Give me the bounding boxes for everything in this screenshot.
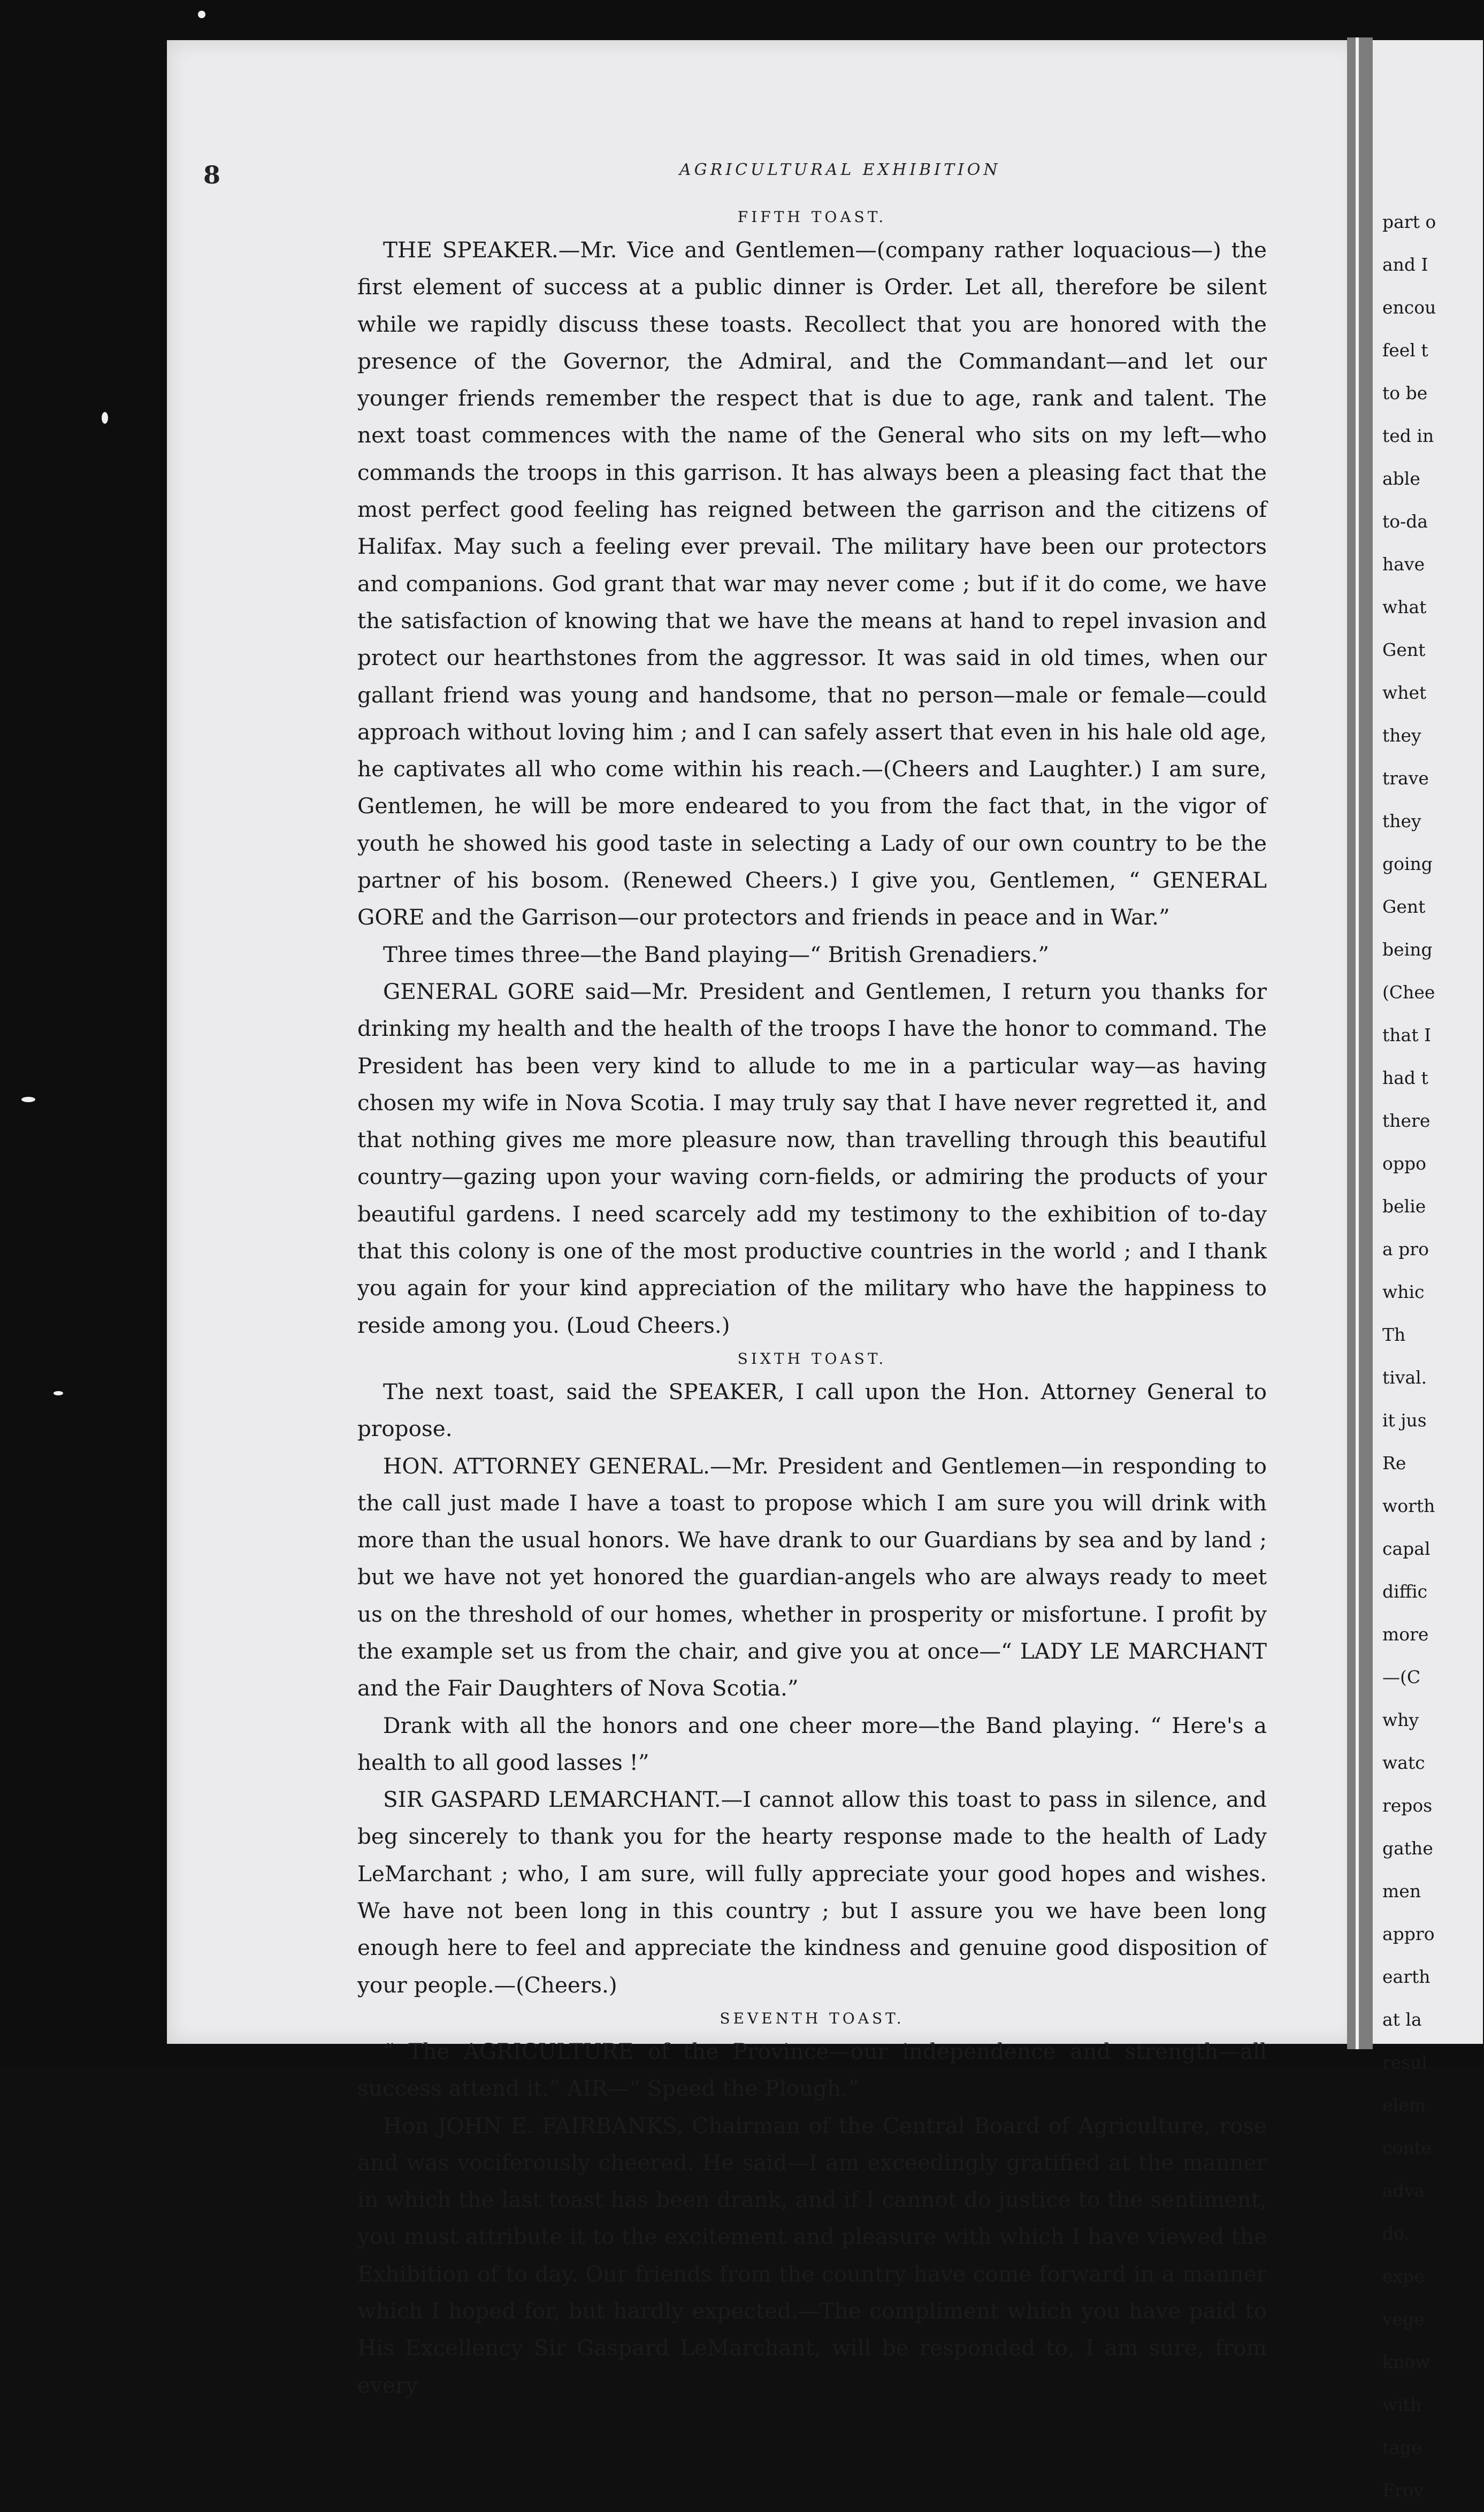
facing-page-line: do. [1382, 2223, 1410, 2244]
facing-page-line: worth [1382, 1495, 1435, 1516]
facing-page-line: watc [1382, 1752, 1425, 1773]
facing-page-line: being [1382, 939, 1433, 960]
facing-page [1373, 40, 1483, 2501]
paragraph: Three times three—the Band playing—“ British Grenadiers.” [383, 941, 1050, 967]
facing-page-line: (Chee [1382, 982, 1435, 1003]
facing-page-line: adva [1382, 2180, 1425, 2201]
toast-heading: SEVENTH TOAST. [720, 2009, 905, 2027]
facing-page-line: what [1382, 597, 1427, 617]
facing-page-line: earth [1382, 1966, 1431, 1987]
facing-page-line: at la [1382, 2009, 1422, 2030]
facing-page-line: tage [1382, 2437, 1422, 2458]
facing-page-line: ted in [1382, 425, 1434, 446]
sixth-toast-section [357, 1344, 1267, 2004]
facing-page-line: able [1382, 468, 1420, 489]
paragraph: THE SPEAKER.—Mr. Vice and Gentlemen—(company rather loquacious—) the first element of success at a public dinner is Order. Let all, therefore be silent while we rapidly discuss these toasts. Recollect that you are honored with the presence of the Governor, the Admiral, and the Commandant—and let our younger friends remember the respect that is due to age, rank and talent. The next toast commences with the name of the General who sits on my left—who commands the troops in this garrison. It has always been a pleasing fact that the most perfect good feeling has reigned between the garrison and the citizens of Halifax. May such a feeling ever prevail. The military have been our protectors and companions. God grant that war may never come ; but if it do come, we have the satisfaction of knowing that we have the means at hand to repel invasion and protect our hearthstones from the aggressor. It was said in old times, when our gallant friend was young and handsome, that no person—male or female—could approach without loving him ; and I can safely assert that even in his hale old age, he captivates all who come within his reach.—(Cheers and Laughter.) I am sure, Gentlemen, he will be more endeared to you from the fact that, in the vigor of youth he showed his good taste in selecting a Lady of our own country to be the partner of his bosom. (Renewed Cheers.) I give you, Gentlemen, “ GENERAL GORE and the Garrison—our protectors and friends in peace and in War.” [357, 237, 1267, 930]
book-gutter [1347, 37, 1373, 2049]
facing-page-line: oppo [1382, 1153, 1426, 1174]
facing-page-line: there [1382, 1110, 1431, 1131]
facing-page-line: encou [1382, 297, 1436, 318]
facing-page-line: elem [1382, 2095, 1426, 2116]
facing-page-line: resul [1382, 2052, 1428, 2073]
scan-speck [53, 1391, 63, 1395]
facing-page-line: trave [1382, 768, 1429, 789]
facing-page-line: expe [1382, 2266, 1425, 2287]
paragraph: SIR GASPARD LEMARCHANT.—I cannot allow this toast to pass in silence, and beg sincerely to thank you for the hearty response made to the health of Lady LeMarchant ; who, I am sure, will fully appreciate your good hopes and wishes. We have not been long in this country ; but I assure you we have been long enough here to feel and appreciate the kindness and genuine good disposition of your people.—(Cheers.) [357, 1786, 1267, 1998]
facing-page-line: Th [1382, 1324, 1406, 1345]
facing-page-line: part o [1382, 211, 1436, 232]
facing-page-line: had t [1382, 1067, 1428, 1088]
facing-page-line: and I [1382, 254, 1428, 275]
toast-heading: FIFTH TOAST. [737, 208, 887, 226]
facing-page-line: why [1382, 1709, 1419, 1730]
scan-speck [102, 412, 108, 424]
facing-page-line: repos [1382, 1795, 1433, 1816]
toast-heading: SIXTH TOAST. [737, 1349, 887, 1368]
facing-page-line: more [1382, 1624, 1429, 1645]
facing-page-line: with [1382, 2394, 1422, 2415]
facing-page-line: a pro [1382, 1239, 1429, 1259]
facing-page-line: it jus [1382, 1410, 1427, 1431]
facing-page-line: they [1382, 725, 1421, 746]
facing-page-line: going [1382, 853, 1433, 874]
facing-page-line: gathe [1382, 1838, 1433, 1859]
scan-speck [198, 11, 205, 18]
facing-page-line: conte [1382, 2137, 1432, 2158]
facing-page-line: have [1382, 554, 1425, 575]
paragraph: HON. ATTORNEY GENERAL.—Mr. President and Gentlemen—in responding to the call just made I have a toast to propose which I am sure you will drink with more than the usual honors. We have drank to our Guardians by sea and by land ; but we have not yet honored the guardian-angels who are always ready to meet us on the threshold of our homes, whether in prosperity or misfortune. I profit by the example set us from the chair, and give you at once—“ LADY LE MARCHANT and the Fair Daughters of Nova Scotia.” [357, 1453, 1267, 1701]
fifth-toast-section [357, 202, 1267, 1344]
facing-page-line: to be [1382, 383, 1428, 403]
paragraph: GENERAL GORE said—Mr. President and Gentlemen, I return you thanks for drinking my health and the health of the troops I have the honor to command. The President has been very kind to allude to me in a particular way—as having chosen my wife in Nova Scotia. I may truly say that I have never regretted it, and that nothing gives me more pleasure now, than travelling through this beautiful country—gazing upon your waving corn-fields, or admiring the products of your beautiful gardens. I need scarcely add my testimony to the exhibition of to-day that this colony is one of the most productive countries in the world ; and I thank you again for your kind appreciation of the military who have the happiness to reside among you. (Loud Cheers.) [357, 978, 1267, 1338]
scan-speck [21, 1097, 35, 1102]
gutter-highlight [1356, 37, 1359, 2049]
facing-page-line: whet [1382, 682, 1427, 703]
facing-page-line: they [1382, 811, 1421, 831]
page-body [357, 202, 1267, 2404]
facing-page-line: diffic [1382, 1581, 1428, 1602]
facing-page-line: belie [1382, 1196, 1426, 1217]
facing-page-line: capal [1382, 1538, 1431, 1559]
facing-page-line: whic [1382, 1281, 1425, 1302]
seventh-toast-section [357, 2004, 1267, 2404]
facing-page-line: Gent [1382, 896, 1426, 917]
facing-page-line: feel t [1382, 340, 1428, 361]
facing-page-line: that I [1382, 1025, 1431, 1045]
facing-page-line: Gent [1382, 639, 1426, 660]
facing-page-line: to-da [1382, 511, 1428, 532]
facing-page-line: —(C [1382, 1667, 1421, 1688]
facing-page-line: tival. [1382, 1367, 1427, 1388]
facing-page-line: Re [1382, 1453, 1406, 1473]
facing-page-line: appro [1382, 1923, 1435, 1944]
paragraph: The next toast, said the SPEAKER, I call upon the Hon. Attorney General to propose. [357, 1378, 1267, 1442]
paragraph: Drank with all the honors and one cheer more—the Band playing. “ Here's a health to all good lasses !” [357, 1712, 1267, 1775]
paragraph: “ The AGRICULTURE of the Province—our independence and strength—all success attend it.” AIR—“ Speed the Plough.” [357, 2038, 1267, 2102]
running-title: AGRICULTURAL EXHIBITION [679, 161, 1001, 179]
facing-page-line: know [1382, 2351, 1431, 2372]
paragraph: Hon JOHN E. FAIRBANKS, Chairman of the Central Board of Agriculture, rose and was vociferously cheered. He said—I am exceedingly gratified at the manner in which the last toast has been drank, and if I cannot do justice to the sentiment, you must attribute it to the excitement and pleasure with which I have viewed the Exhibition of to day. Our friends from the country have come forward in a manner which I hoped for, but hardly expected.—The compliment which you have paid to His Excellency Sir Gaspard LeMarchant, will be responded to, I am sure, from every [357, 2112, 1267, 2398]
facing-page-line: Frov [1382, 2480, 1424, 2501]
page-number: 8 [203, 161, 221, 189]
facing-page-line: men [1382, 1881, 1421, 1902]
facing-page-line: vege [1382, 2309, 1425, 2330]
facing-page-text [1382, 201, 1484, 2512]
